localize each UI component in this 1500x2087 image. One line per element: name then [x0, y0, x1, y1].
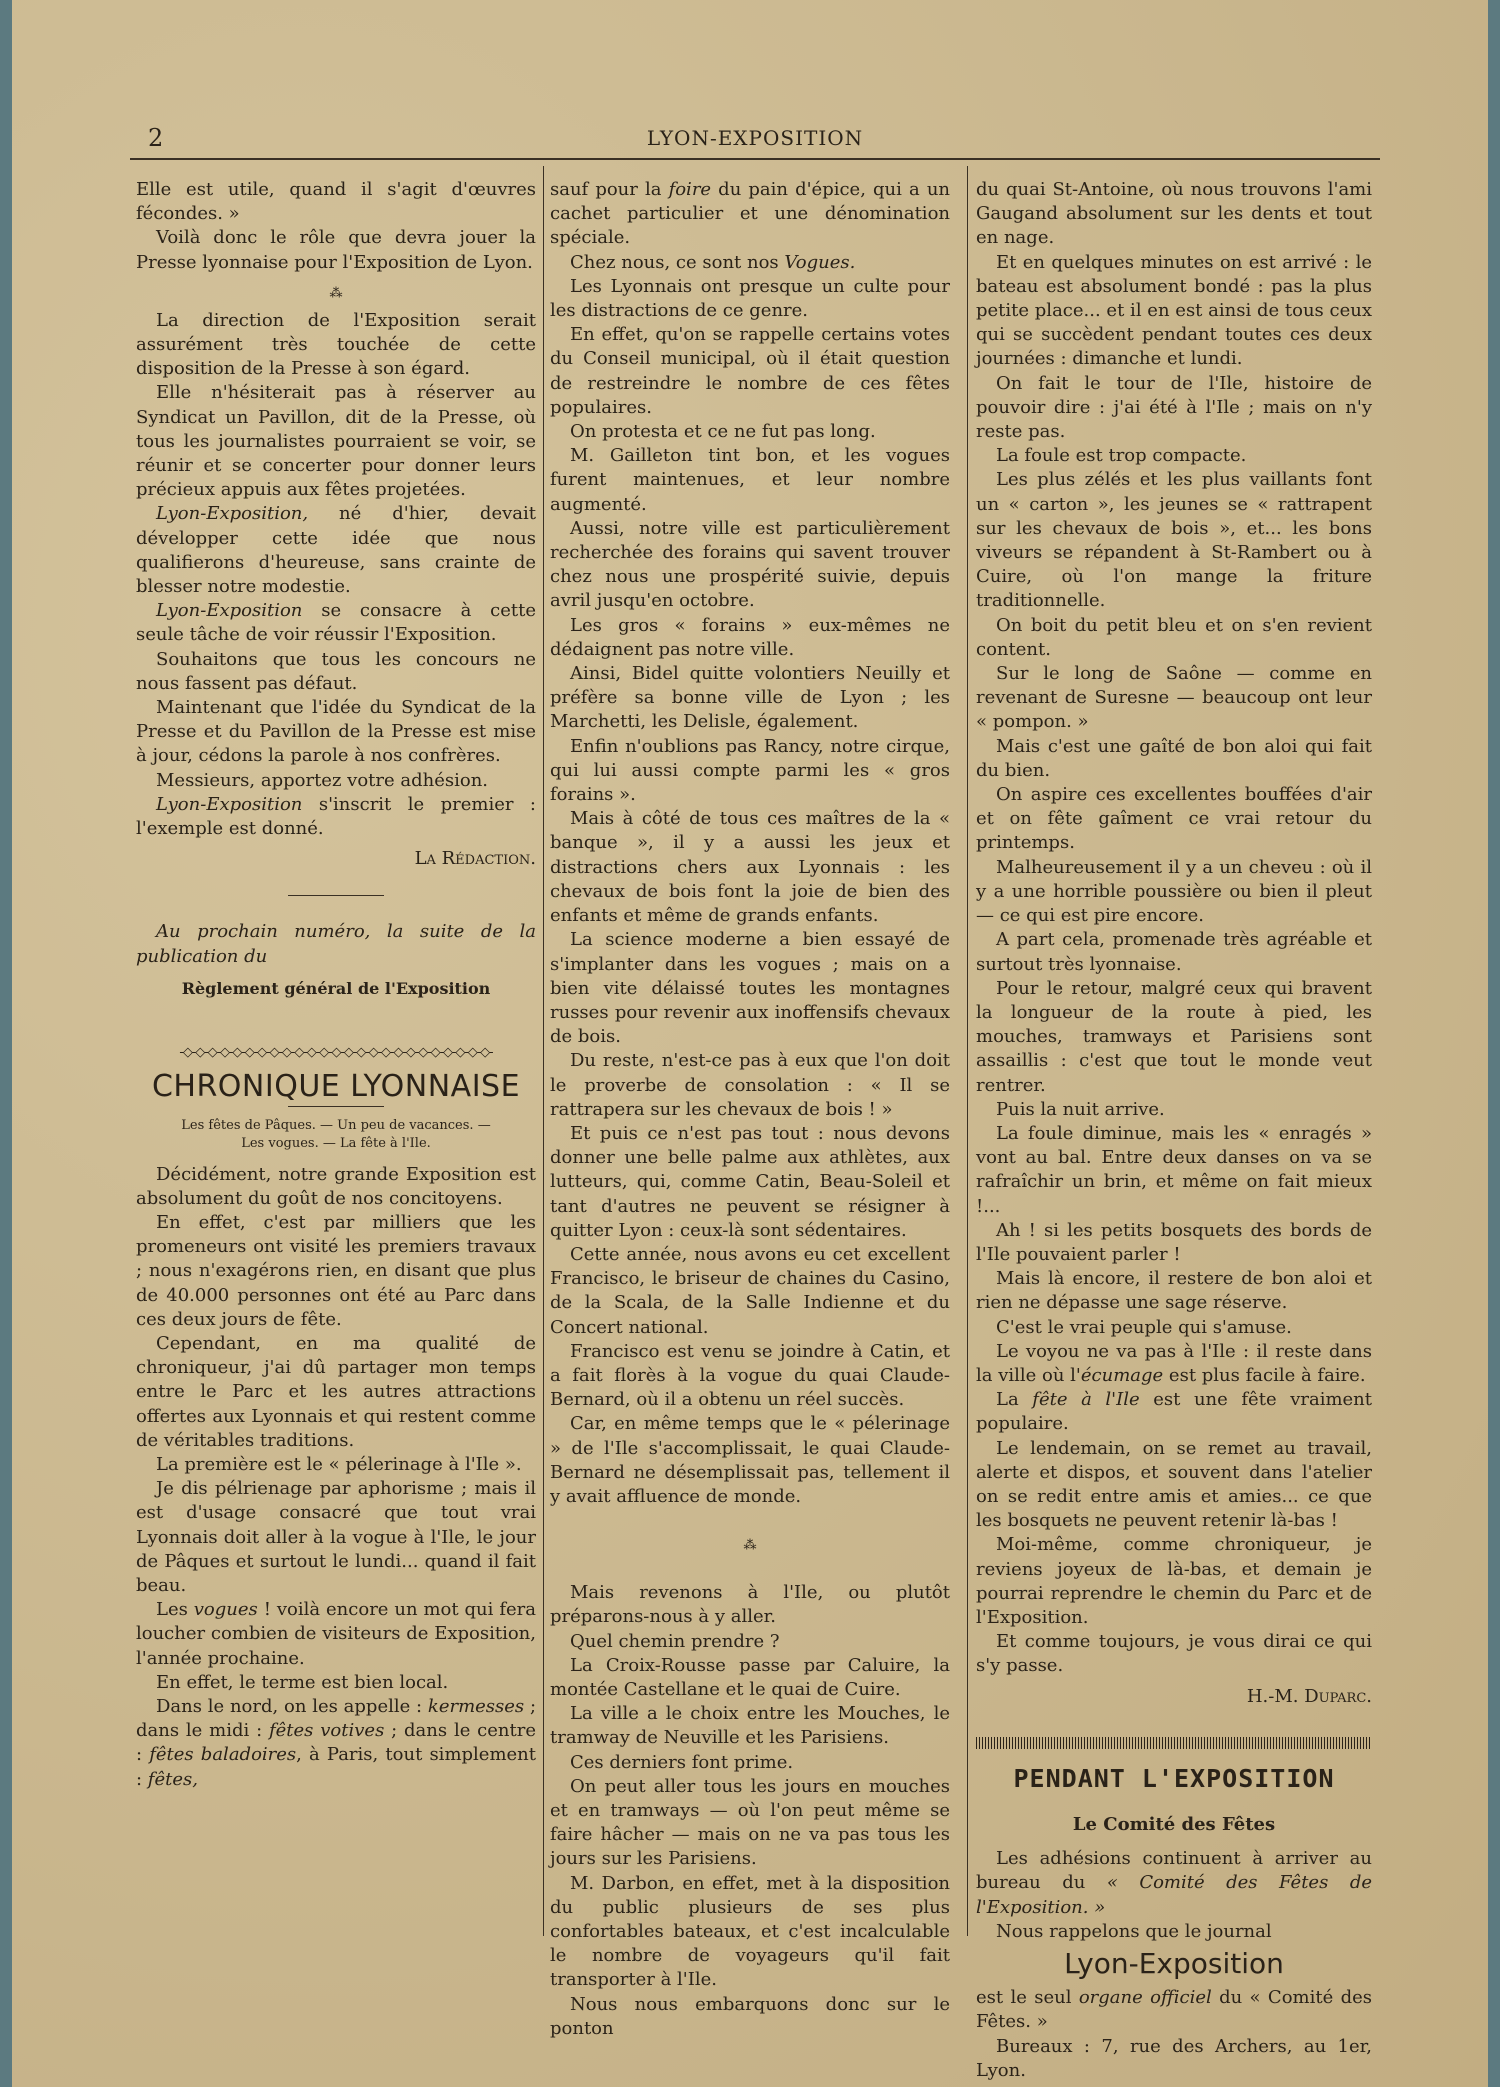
signature: La Rédaction.	[414, 848, 536, 870]
paragraph: sauf pour la foire du pain d'épice, qui a un cachet particulier et une dénomination spéciale.	[550, 179, 951, 249]
paragraph: Cette année, nous avons eu cet excellent Francisco, le briseur de chaines du Casino, de la Scala, de la Salle Indienne et du Concert national.	[550, 1243, 950, 1338]
chronique-subtitle	[136, 1117, 536, 1153]
paragraph: La foule diminue, mais les « enragés » vont au bal. Entre deux danses on va se rafraîchir un brin, et même on fait mieux !...	[976, 1122, 1372, 1217]
paragraph: On fait le tour de l'Ile, histoire de pouvoir dire : j'ai été à l'Ile ; mais on n'y reste pas.	[976, 372, 1372, 443]
column-2	[550, 178, 950, 2041]
paragraph: Lyon-Exposition se consacre à cette seule tâche de voir réussir l'Exposition.	[136, 600, 536, 646]
paragraph: Mais à côté de tous ces maîtres de la « banque », il y a aussi les jeux et distractions chers aux Lyonnais : les chevaux de bois font la joie de bien des enfants et même de grands enfants.	[550, 808, 950, 927]
paragraph: C'est le vrai peuple qui s'amuse.	[996, 1316, 1292, 1338]
paragraph: Voilà donc le rôle que devra jouer la Presse lyonnaise pour l'Exposition de Lyon.	[136, 227, 536, 273]
newspaper-page	[12, 0, 1488, 2087]
paragraph: En effet, c'est par milliers que les promeneurs ont visité les premiers travaux ; nous n'exagérons rien, en disant que plus de 40.000 personnes ont été au Parc dans ces deux jours de fête.	[136, 1211, 536, 1330]
title-ref: Lyon-Exposition	[156, 793, 303, 815]
paragraph: M. Gailleton tint bon, et les vogues furent maintenues, et leur nombre augmenté.	[550, 445, 950, 515]
paragraph: Ainsi, Bidel quitte volontiers Neuilly et préfère sa bonne ville de Lyon ; les Marchetti, les Delisle, également.	[550, 663, 950, 733]
paragraph: On boit du petit bleu et on s'en revient content.	[976, 614, 1372, 660]
paragraph: A part cela, promenade très agréable et surtout très lyonnaise.	[976, 929, 1372, 975]
paragraph: Enfin n'oublions pas Rancy, notre cirque, qui lui aussi compte parmi les « gros forains ».	[550, 735, 950, 806]
title-ref: Lyon-Exposition	[156, 600, 303, 622]
paragraph: Du reste, n'est-ce pas à eux que l'on doit le proverbe de consolation : « Il se rattrapera sur les chevaux de bois ! »	[550, 1050, 950, 1120]
paragraph: Sur le long de Saône — comme en revenant de Suresne — beaucoup ont leur « pompon. »	[976, 663, 1372, 733]
paragraph: Et en quelques minutes on est arrivé : le bateau est absolument bondé : pas la plus petite place... et il en est ainsi de tous ceux qui se succèdent pendant toutes ces deux journées : dimanche et lundi.	[976, 251, 1372, 370]
subtitle-line: Les fêtes de Pâques. — Un peu de vacances. —	[181, 1117, 491, 1133]
subtitle-line: Les vogues. — La fête à l'Ile.	[241, 1135, 431, 1151]
paragraph: Francisco est venu se joindre à Catin, et a fait florès à la vogue du quai Claude-Bernard, où il a obtenu un réel succès.	[550, 1340, 950, 1411]
paragraph: Malheureusement il y a un cheveu : où il y a une horrible poussière ou bien il pleut — ce qui est pire encore.	[976, 856, 1372, 927]
paragraph: Souhaitons que tous les concours ne nous fassent pas défaut.	[136, 648, 536, 694]
paragraph: Les plus zélés et les plus vaillants font un « carton », les jeunes se « rattrapent sur les chevaux de bois », et... les bons viveurs se répandent à St-Rambert ou à Cuire, où l'on mange la friture traditionnelle.	[976, 469, 1372, 612]
ornament-rule: -◇-◇-◇-◇-◇-◇-◇-◇-◇-◇-◇-◇-◇-◇-◇-◇-◇-◇-◇-◇-◇-◇-◇-◇-◇-	[179, 1045, 493, 1061]
paragraph: M. Darbon, en effet, met à la disposition du public plusieurs de ses plus confortables bateaux, et c'est incalculable le nombre de voyageurs qu'il fait transporter à l'Ile.	[550, 1872, 950, 1991]
paragraph: Lyon-Exposition, né d'hier, devait développer cette idée que nous qualifierons d'heureuse, sans crainte de blesser notre modestie.	[136, 503, 536, 598]
paragraph: Les adhésions continuent à arriver au bureau du « Comité des Fêtes de l'Exposition. »	[976, 1848, 1372, 1918]
paragraph: Les vogues ! voilà encore un mot qui fera loucher combien de visiteurs de Exposition, l'année prochaine.	[136, 1599, 536, 1669]
emphasis: foire	[668, 179, 712, 200]
emphasis: organe officiel	[1078, 1987, 1212, 2009]
emphasis: vogues	[193, 1599, 258, 1621]
announcement: Au prochain numéro, la suite de la publication du	[136, 921, 536, 967]
paragraph: est le seul organe officiel du « Comité des Fêtes. »	[976, 1987, 1373, 2033]
paragraph: Et comme toujours, je vous dirai ce qui s'y passe.	[976, 1631, 1372, 1677]
paragraph: Mais c'est une gaîté de bon aloi qui fait du bien.	[976, 735, 1372, 781]
emphasis: écumage	[1080, 1364, 1164, 1386]
pendant-title: PENDANT L'EXPOSITION	[1013, 1763, 1335, 1793]
paragraph: Ah ! si les petits bosquets des bords de l'Ile pouvaient parler !	[976, 1219, 1372, 1265]
paragraph: On protesta et ce ne fut pas long.	[570, 421, 876, 443]
paper-title: LYON-EXPOSITION	[646, 126, 864, 150]
paragraph: Lyon-Exposition s'inscrit le premier : l'exemple est donné.	[136, 793, 536, 840]
paragraph: Aussi, notre ville est particulièrement recherchée des forains qui savent trouver chez nous une prospérité suivie, depuis avril jusqu'en octobre.	[550, 517, 950, 612]
column-rule	[543, 166, 544, 1936]
paragraph: Mais là encore, il restere de bon aloi et rien ne dépasse une sage réserve.	[976, 1268, 1372, 1314]
paragraph: On peut aller tous les jours en mouches et en tramways — où l'on peut même se faire hâcher — mais on ne va pas tous les jours sur les Parisiens.	[550, 1775, 950, 1870]
paragraph: En effet, qu'on se rappelle certains votes du Conseil municipal, où il était question de restreindre le nombre de ces fêtes populaires.	[550, 324, 950, 418]
paragraph: Chez nous, ce sont nos Vogues.	[570, 251, 856, 273]
emphasis: fête à l'Ile	[1032, 1389, 1140, 1411]
signature: H.-M. Duparc.	[1246, 1685, 1372, 1707]
column-1	[136, 178, 536, 1792]
asterism: ⁂	[743, 1538, 757, 1554]
paragraph: Nous nous embarquons donc sur le ponton	[550, 1993, 950, 2039]
paragraph: La foule est trop compacte.	[996, 445, 1247, 467]
title-ref: Lyon-Exposition,	[156, 503, 309, 525]
paragraph: Moi-même, comme chroniqueur, je reviens joyeux de là-bas, et demain je pourrai reprendre le chemin du Parc et de l'Exposition.	[976, 1534, 1372, 1628]
divider	[288, 895, 384, 896]
emphasis: Vogues.	[784, 251, 856, 273]
paragraph: Maintenant que l'idée du Syndicat de la Presse et du Pavillon de la Presse est mise à jour, cédons la parole à nos confrères.	[136, 697, 536, 767]
paragraph: La direction de l'Exposition serait assurément très touchée de cette disposition de la Presse à son égard.	[136, 309, 536, 380]
paragraph: Messieurs, apportez votre adhésion.	[156, 769, 489, 791]
paragraph: Décidément, notre grande Exposition est absolument du goût de nos concitoyens.	[136, 1163, 536, 1209]
paragraph: La fête à l'Ile est une fête vraiment populaire.	[976, 1389, 1372, 1435]
journal-name: Lyon-Exposition	[1064, 1947, 1284, 1981]
paragraph: Puis la nuit arrive.	[996, 1098, 1165, 1120]
paragraph: Elle est utile, quand il s'agit d'œuvres fécondes. »	[136, 179, 536, 225]
paragraph: Et puis ce n'est pas tout : nous devons donner une belle palme aux athlètes, aux lutteurs, qui, comme Catin, Beau-Soleil et tant d'autres ne peuvent se résigner à quitter Lyon : ceux-là sont sédentaires.	[550, 1122, 950, 1241]
column-rule	[967, 166, 968, 1936]
emphasis: fêtes baladoires	[149, 1744, 297, 1766]
paragraph: Ces derniers font prime.	[570, 1751, 794, 1773]
paragraph: Elle n'hésiterait pas à réserver au Syndicat un Pavillon, dit de la Presse, où tous les journalistes pourraient se voir, se réunir et se concerter pour donner leurs précieux appuis aux fêtes projetées.	[136, 382, 536, 501]
address: Bureaux : 7, rue des Archers, au 1er, Lyon.	[976, 2035, 1372, 2081]
paragraph: Les gros « forains » eux-mêmes ne dédaignent pas notre ville.	[550, 614, 950, 660]
emphasis: « Comité des Fêtes de l'Exposition. »	[976, 1872, 1372, 1918]
paragraph: La Croix-Rousse passe par Caluire, la montée Castellane et le quai de Cuire.	[550, 1654, 950, 1700]
paragraph: Mais revenons à l'Ile, ou plutôt préparons-nous à y aller.	[550, 1582, 950, 1628]
paragraph: Le voyou ne va pas à l'Ile : il reste dans la ville où l'écumage est plus facile à faire.	[976, 1340, 1372, 1386]
column-3	[976, 178, 1372, 2087]
page-number: 2	[148, 124, 164, 152]
paragraph: En effet, le terme est bien local.	[156, 1671, 449, 1693]
paragraph: La ville a le choix entre les Mouches, le tramway de Neuville et les Parisiens.	[550, 1703, 950, 1749]
comite-heading: Le Comité des Fêtes	[1072, 1814, 1276, 1835]
hatched-rule	[976, 1737, 1372, 1749]
chronique-title: CHRONIQUE LYONNAISE	[151, 1069, 521, 1105]
emphasis: kermesses	[427, 1695, 525, 1717]
paragraph: Quel chemin prendre ?	[570, 1630, 780, 1652]
divider	[288, 1106, 384, 1107]
emphasis: fêtes,	[147, 1768, 198, 1790]
page-header	[130, 122, 1380, 160]
paragraph: Nous rappelons que le journal	[996, 1920, 1272, 1942]
paragraph: Le lendemain, on se remet au travail, alerte et dispos, et souvent dans l'atelier on se redit entre amis et amies... ce que les bosquets ne peuvent retenir là-bas !	[976, 1437, 1372, 1532]
asterism: ⁂	[329, 285, 343, 301]
reglement-title: Règlement général de l'Exposition	[181, 978, 491, 998]
paragraph: Pour le retour, malgré ceux qui bravent la longueur de la route à pied, les mouches, tramways et Parisiens sont assaillis : c'est que tout le monde veut rentrer.	[976, 977, 1372, 1096]
paragraph: Dans le nord, on les appelle : kermesses ; dans le midi : fêtes votives ; dans le centre : fêtes baladoires, à Paris, tout simplement : fêtes,	[136, 1695, 537, 1790]
emphasis: fêtes votives	[268, 1720, 385, 1742]
paragraph: Je dis pélrienage par aphorisme ; mais il est d'usage consacré que tout vrai Lyonnais doit aller à la vogue à l'Ile, le jour de Pâques et surtout le lundi... quand il fait beau.	[136, 1478, 536, 1596]
paragraph: Car, en même temps que le « pélerinage » de l'Ile s'accomplissait, le quai Claude-Bernard ne désemplissait pas, tellement il y avait affluence de monde.	[550, 1413, 950, 1507]
paragraph: La première est le « pélerinage à l'Ile ».	[156, 1453, 522, 1475]
paragraph: Les Lyonnais ont presque un culte pour les distractions de ce genre.	[550, 275, 950, 322]
paragraph: La science moderne a bien essayé de s'implanter dans les vogues ; mais on a bien vite délaissé toutes les montagnes russes pour revenir aux inoffensifs chevaux de bois.	[550, 929, 950, 1048]
paragraph: du quai St-Antoine, où nous trouvons l'ami Gaugand absolument sur les dents et tout en nage.	[976, 179, 1372, 249]
paragraph: Cependant, en ma qualité de chroniqueur, j'ai dû partager mon temps entre le Parc et les autres attractions offertes aux Lyonnais et qui restent comme de véritables traditions.	[136, 1332, 536, 1451]
paragraph: On aspire ces excellentes bouffées d'air et on fête gaîment ce vrai retour du printemps.	[976, 784, 1372, 854]
